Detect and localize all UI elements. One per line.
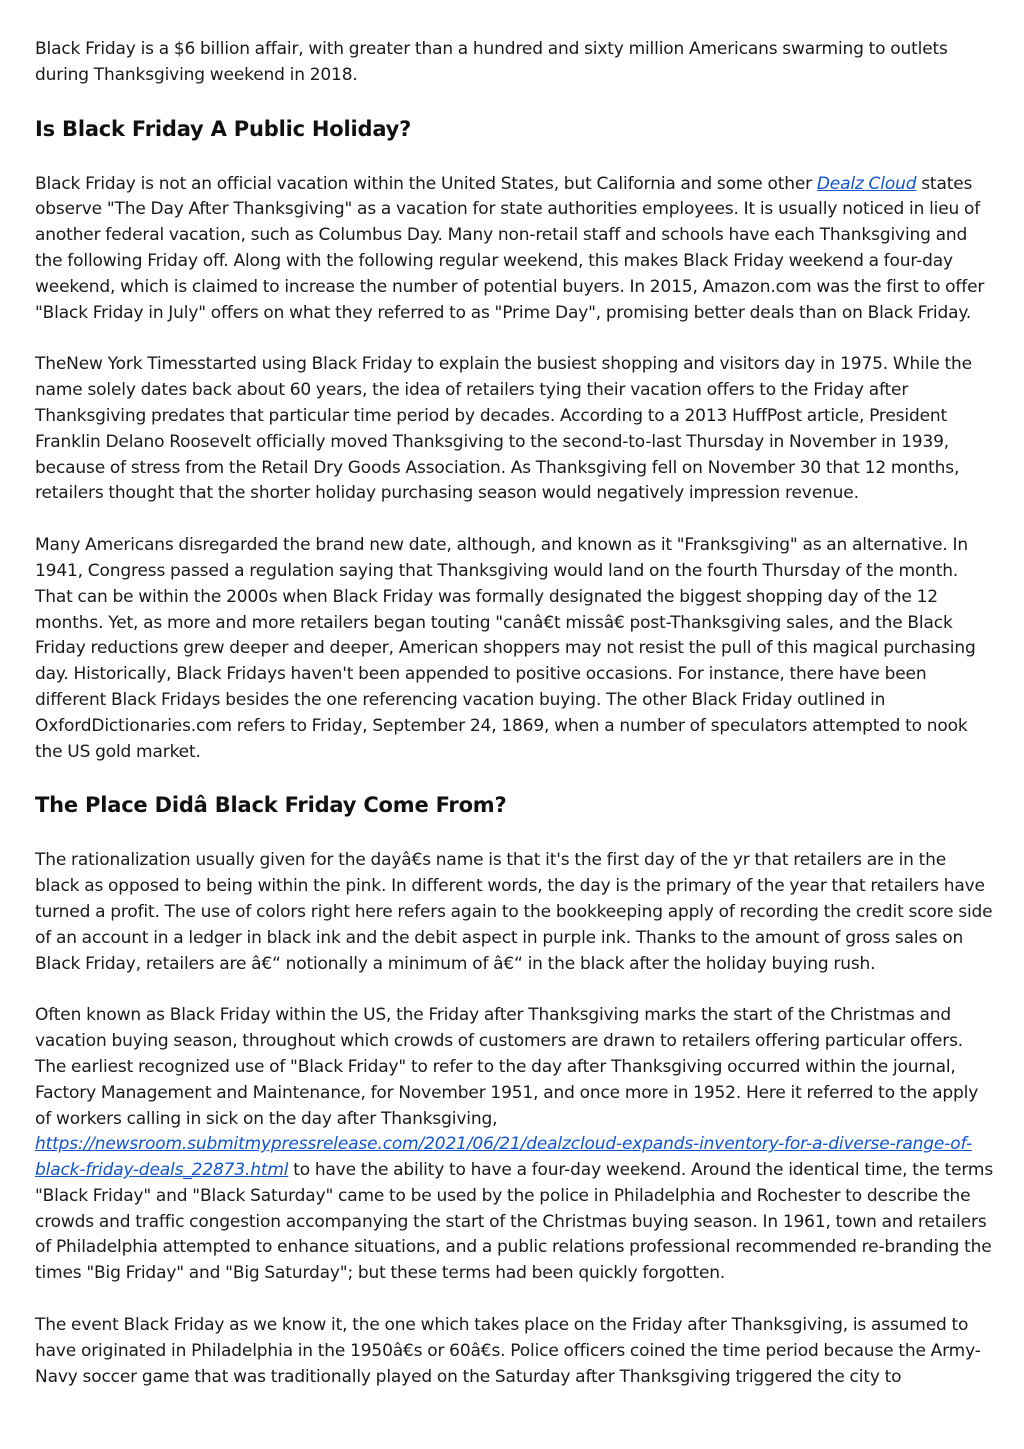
paragraph-new-york-times: TheNew York Timesstarted using Black Friday to explain the busiest shopping and visitors day in 1975. While the name solely dates back about 60 years, the idea of retailers tying their vacation offers to the Friday after Thanksgiving predates that particular time period by decades. According to a 2013 HuffPost article, President Franklin Delano Roosevelt officially moved Thanksgiving to the second-to-last Thursday in November in 1939, because of stress from the Retail Dry Goods Association. As Thanksgiving fell on November 30 that 12 months, retailers thought that the shorter holiday purchasing season would negatively impression revenue. (35, 354, 972, 504)
paragraph-official-vacation (35, 172, 995, 327)
document-page (35, 37, 995, 1416)
paragraph-text: states observe "The Day After Thanksgiving" as a vacation for state authorities employees. It is usually noticed in lieu of another federal vacation, such as Columbus Day. Many non-retail staff and schools have each Thanksgiving and the following Friday off. Along with the following regular weekend, this makes Black Friday weekend a four-day weekend, which is claimed to increase the number of potential buyers. In 2015, Amazon.com was the first to offer "Black Friday in July" offers on what they referred to as "Prime Day", promising better deals than on Black Friday. (35, 173, 985, 323)
paragraph-philadelphia: The event Black Friday as we know it, the one which takes place on the Friday after Thanksgiving, is assumed to have originated in Philadelphia in the 1950â€s or 60â€s. Police officers coined the time period because the Army-Navy soccer game that was traditionally played on the Saturday after Thanksgiving triggered the city to (35, 1315, 981, 1387)
paragraph-intro: Black Friday is a $6 billion affair, with greater than a hundred and sixty million Americans swarming to outlets during Thanksgiving weekend in 2018. (35, 39, 948, 85)
press-release-link[interactable]: https://newsroom.submitmypressrelease.com/2021/06/21/dealzcloud-expands-inventory-for-a-diverse-range-of-black-friday-deals_22873.html (35, 1134, 972, 1181)
heading-public-holiday: Is Black Friday A Public Holiday? (35, 116, 412, 141)
paragraph-rationalization: The rationalization usually given for the dayâ€s name is that it's the first day of the yr that retailers are in the black as opposed to being within the pink. In different words, the day is the primary of the year that retailers have turned a profit. The use of colors right here refers again to the bookkeeping apply of recording the credit score side of an account in a ledger in black ink and the debit aspect in purple ink. Thanks to the amount of gross sales on Black Friday, retailers are â€“ notionally a minimum of â€“ in the black after the holiday buying rush. (35, 850, 993, 974)
paragraph-text: to have the ability to have a four-day weekend. Around the identical time, the terms "Black Friday" and "Black Saturday" came to be used by the police in Philadelphia and Rochester to describe the crowds and traffic congestion accompanying the start of the Christmas buying season. In 1961, town and retailers of Philadelphia attempted to enhance situations, and a public relations professional recommended re-branding the times "Big Friday" and "Big Saturday"; but these terms had been quickly forgotten. (35, 1160, 994, 1284)
paragraph-text: Often known as Black Friday within the US, the Friday after Thanksgiving marks the start of the Christmas and vacation buying season, throughout which crowds of customers are drawn to retailers offering particular offers. The earliest recognized use of "Black Friday" to refer to the day after Thanksgiving occurred within the journal, Factory Management and Maintenance, for November 1951, and once more in 1952. Here it referred to the apply of workers calling in sick on the day after Thanksgiving, (35, 1005, 979, 1129)
heading-origin: The Place Didâ Black Friday Come From? (35, 793, 507, 818)
paragraph-text: Black Friday is not an official vacation within the United States, but California and some other (35, 173, 817, 194)
paragraph-franksgiving: Many Americans disregarded the brand new date, although, and known as it "Franksgiving" as an alternative. In 1941, Congress passed a regulation saying that Thanksgiving would land on the fourth Thursday of the month. That can be within the 2000s when Black Friday was formally designated the biggest shopping day of the 12 months. Yet, as more and more retailers began touting "canâ€t missâ€ post-Thanksgiving sales, and the Black Friday reductions grew deeper and deeper, American shoppers may not resist the pull of this magical purchasing day. Historically, Black Fridays haven't been appended to positive occasions. For instance, there have been different Black Fridays besides the one referencing vacation buying. The other Black Friday outlined in OxfordDictionaries.com refers to Friday, September 24, 1869, when a number of speculators attempted to nook the US gold market. (35, 535, 976, 762)
paragraph-earliest-use (35, 1003, 995, 1287)
dealz-cloud-link[interactable]: Dealz Cloud (816, 173, 917, 194)
